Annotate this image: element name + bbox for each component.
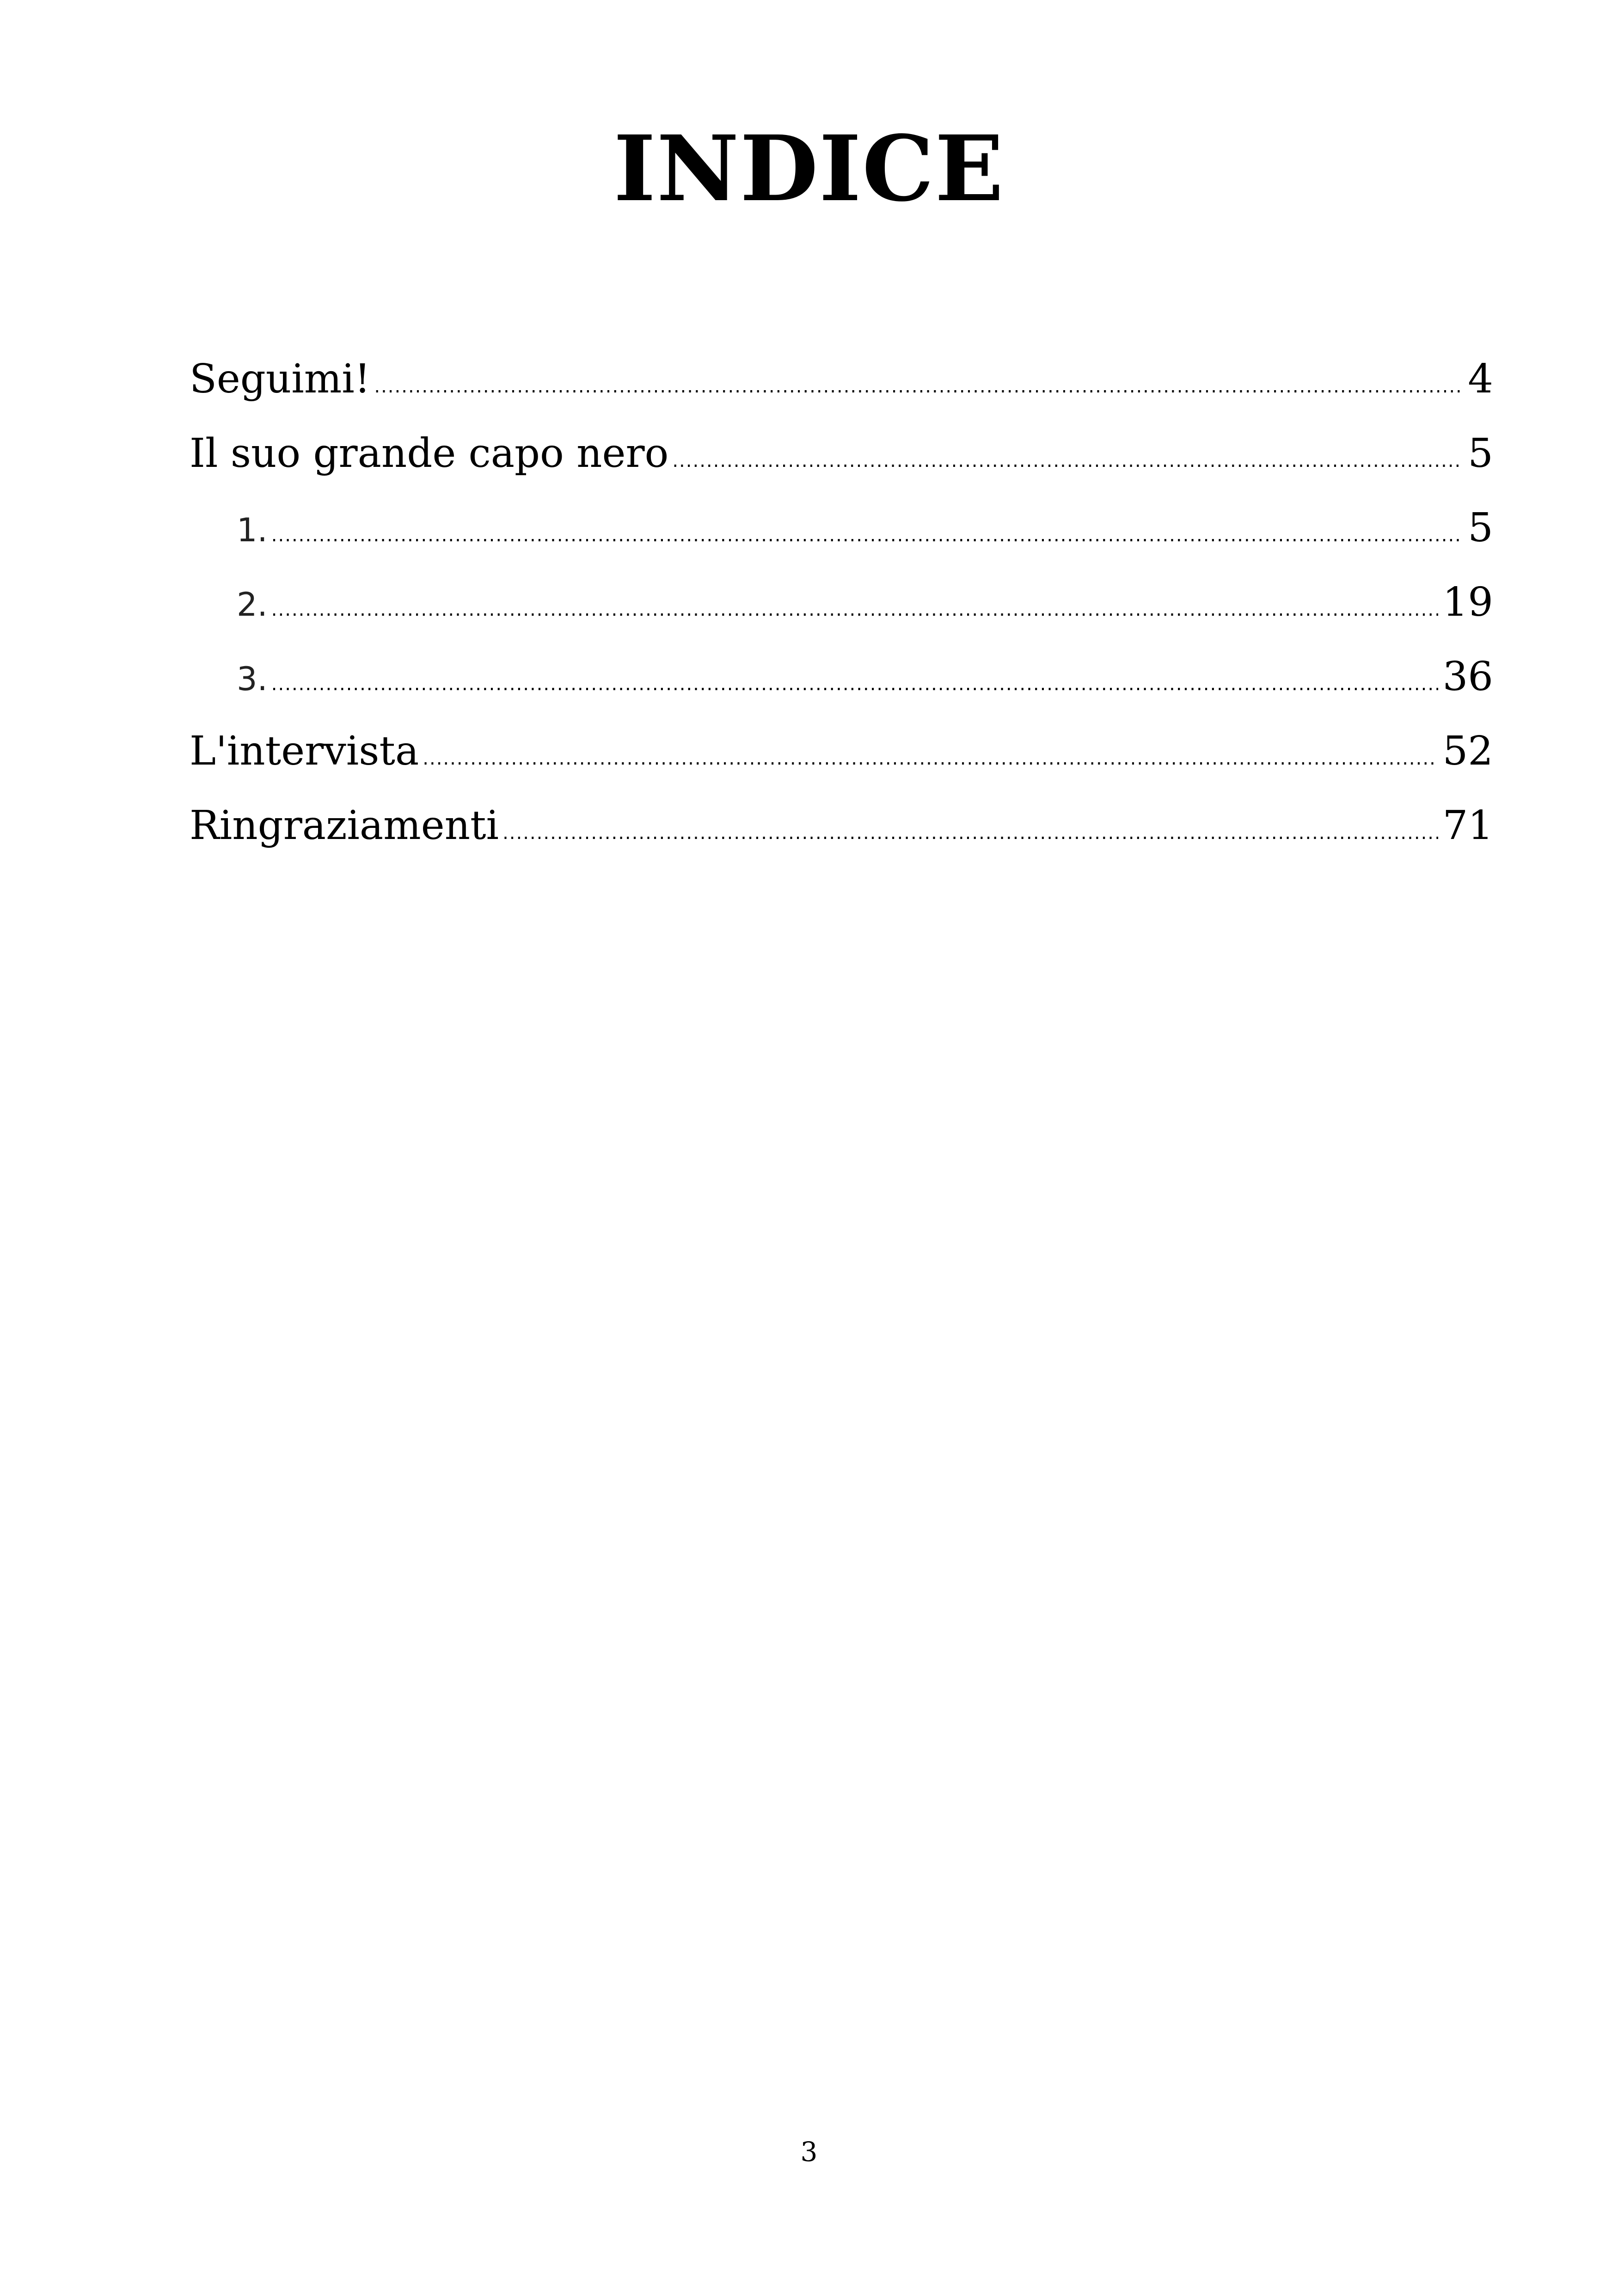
toc-entry[interactable] — [190, 789, 1493, 863]
toc-entry-page: 36 — [1442, 654, 1493, 700]
table-of-contents — [190, 342, 1493, 863]
toc-dot-leader — [271, 573, 1438, 647]
toc-entry-page: 52 — [1442, 728, 1493, 774]
toc-entry-label: Seguimi! — [190, 356, 371, 402]
page-number: 3 — [800, 2136, 818, 2167]
toc-entry-page: 19 — [1442, 579, 1493, 625]
toc-entry-label: 2. — [237, 586, 268, 624]
toc-subentry[interactable] — [190, 565, 1493, 640]
toc-dot-leader — [271, 498, 1463, 573]
toc-entry-page: 5 — [1468, 505, 1493, 551]
toc-entry[interactable] — [190, 416, 1493, 491]
toc-entry-page: 5 — [1468, 430, 1493, 477]
toc-entry-label: 3. — [237, 660, 268, 698]
toc-entry-label: Il suo grande capo nero — [190, 430, 669, 477]
toc-entry[interactable] — [190, 714, 1493, 789]
toc-dot-leader — [374, 349, 1463, 424]
toc-entry-page: 4 — [1468, 356, 1493, 402]
toc-entry-page: 71 — [1442, 802, 1493, 849]
toc-subentry[interactable] — [190, 640, 1493, 714]
toc-entry-label: L'intervista — [190, 728, 419, 774]
toc-dot-leader — [503, 796, 1438, 870]
toc-dot-leader — [271, 647, 1438, 722]
toc-entry[interactable] — [190, 342, 1493, 416]
toc-dot-leader — [423, 722, 1438, 796]
toc-entry-label: Ringraziamenti — [190, 802, 499, 849]
toc-subentry[interactable] — [190, 491, 1493, 565]
toc-dot-leader — [672, 424, 1463, 498]
page-title: INDICE — [613, 116, 1005, 221]
toc-entry-label: 1. — [237, 511, 268, 549]
